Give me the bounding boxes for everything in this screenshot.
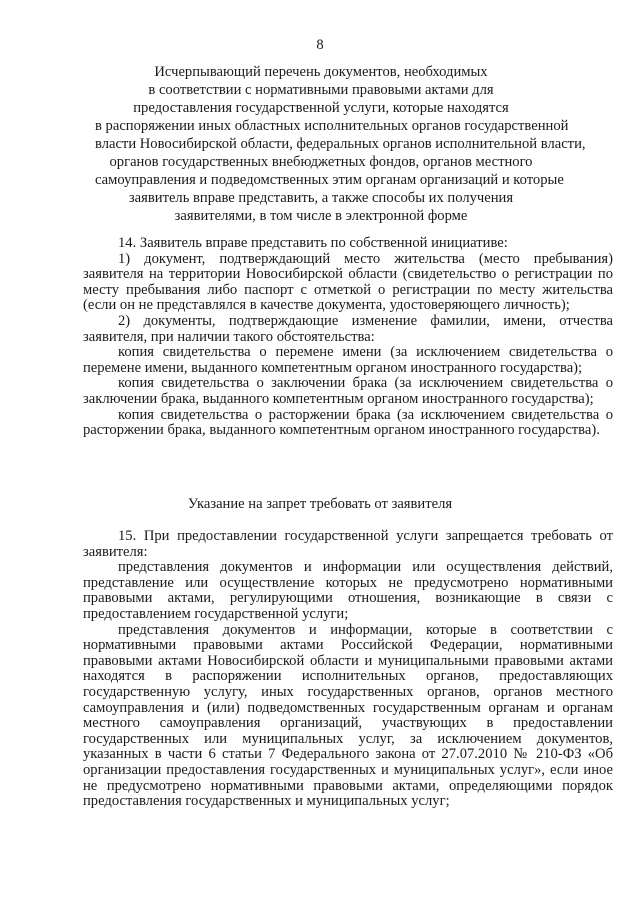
section-14-copy-name-change: копия свидетельства о перемене имени (за исключением свидетельства о перемене имени, выданного компетентным органом иностранного государства); (83, 344, 613, 376)
page-number: 8 (316, 37, 324, 53)
heading-line: в распоряжении иных областных исполнительных органов государственной (95, 118, 569, 134)
heading-line: заявитель вправе представить, а также способы их получения (128, 190, 514, 206)
heading-line: в соответствии с нормативными правовыми актами для (148, 82, 494, 98)
heading-line: Исчерпывающий перечень документов, необходимых (154, 64, 488, 80)
section-14-copy-marriage: копия свидетельства о заключении брака (за исключением свидетельства о заключении брака, выданного компетентным органом иностранного государства); (83, 375, 613, 407)
heading-line: заявителями, в том числе в электронной форме (174, 208, 468, 224)
section-14-item-2: 2) документы, подтверждающие изменение фамилии, имени, отчества заявителя, при наличии такого обстоятельства: (83, 312, 613, 345)
section-14-item-1: 1) документ, подтверждающий место жительства (место пребывания) заявителя на территории Новосибирской области (свидетельство о регистрации по месту пребывания либо паспорт с отметкой о регистрации по месту жительства (если он не представлялся в качестве документа, удостоверяющего личность); (83, 250, 613, 314)
prohibition-subheading: Указание на запрет требовать от заявителя (187, 496, 453, 512)
section-15-paragraph-1: представления документов и информации или осуществления действий, представление или осуществление которых не предусмотрено нормативными правовыми актами, регулирующими отношения, возникающие в связи с предоставлением государственной услуги; (83, 559, 613, 622)
heading-line: самоуправления и подведомственных этим органам организаций и которые (95, 172, 564, 188)
section-14-intro: 14. Заявитель вправе представить по собственной инициативе: (118, 235, 508, 251)
section-15 (83, 529, 613, 810)
section-15-intro: 15. При предоставлении государственной услуги запрещается требовать от заявителя: (83, 528, 613, 560)
section-14 (83, 236, 613, 439)
heading-line: власти Новосибирской области, федеральных органов исполнительной власти, (95, 136, 586, 152)
section-15-paragraph-2: представления документов и информации, которые в соответствии с нормативными правовыми актами Российской Федерации, нормативными правовыми актами Новосибирской области и муниципальными правовыми актами находятся в распоряжении исполнительных органов, предоставляющих государственную услугу, иных государственных органов, органов местного самоуправления и (или) подведомственных государственным органам и органам местного самоуправления организаций, участвующих в предоставлении государственных или муниципальных услуг, за исключением документов, указанных в части 6 статьи 7 Федерального закона от 27.07.2010 № 210-ФЗ «Об организации предоставления государственных и муниципальных услуг», если иное не предусмотрено нормативными правовыми актами, определяющими порядок предоставления государственных и муниципальных услуг; (83, 621, 613, 810)
heading-line: предоставления государственной услуги, которые находятся (133, 100, 509, 116)
heading-line: органов государственных внебюджетных фондов, органов местного (109, 154, 533, 170)
section-heading (95, 63, 586, 225)
section-14-copy-divorce: копия свидетельства о расторжении брака (за исключением свидетельства о расторжении брака, выданного компетентным органом иностранного государства). (83, 406, 613, 439)
